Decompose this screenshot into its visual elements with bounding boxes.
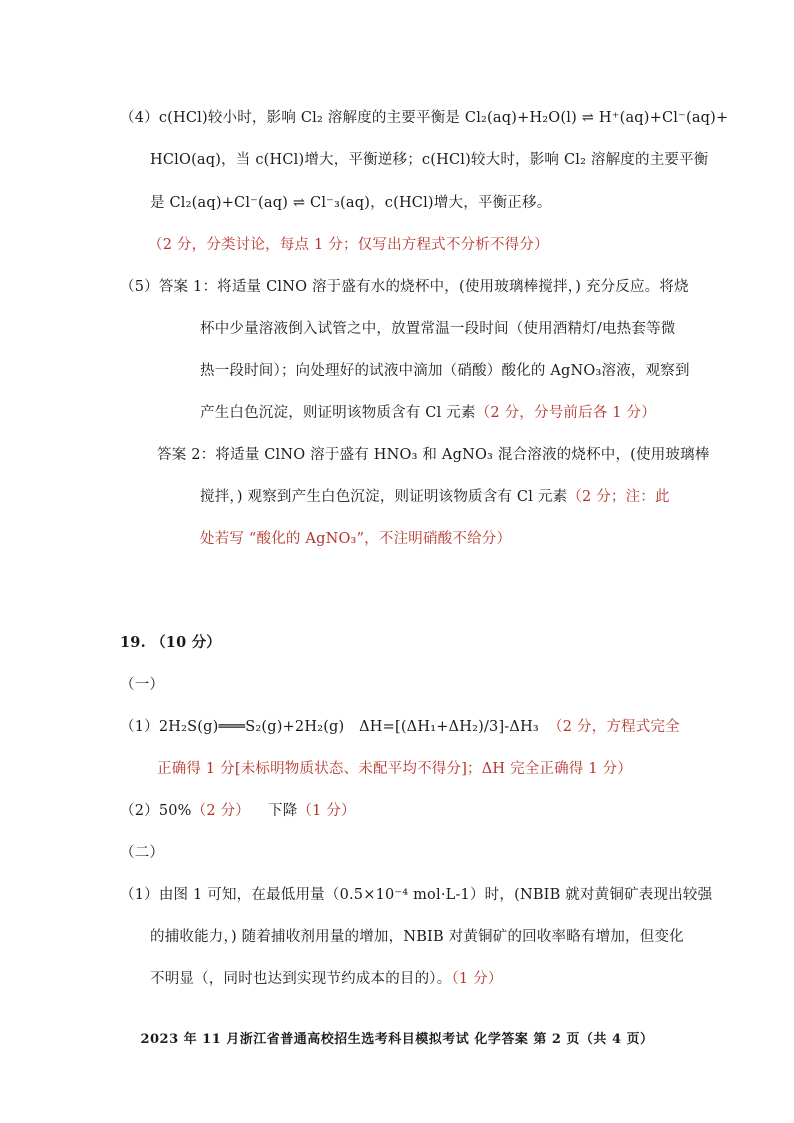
q18-5-line4-score: （2 分，分号前后各 1 分）	[475, 405, 656, 421]
q18-5-line4-text: 产生白色沉淀，则证明该物质含有 Cl 元素	[200, 405, 476, 421]
q19-part2-heading: （二）	[120, 845, 165, 861]
q18-5-line4	[200, 403, 656, 423]
q18-5-alt-line2-score: （2 分；注：此	[567, 489, 670, 505]
q18-5-alt-line3: 处若写 “酸化的 AgNO₃”，不注明硝酸不给分）	[200, 531, 512, 547]
q19-1-1-equation: （1）2H₂S(g)═══S₂(g)+2H₂(g) ΔH=[(ΔH₁+ΔH₂)/3]-ΔH₃	[120, 719, 539, 735]
q19-1-2-answer: （2）50%	[120, 803, 192, 819]
q18-5-alt-line2	[200, 487, 670, 507]
q19-1-1-score: （2 分，方程式完全	[548, 719, 680, 735]
q19-2-1-score: （1 分）	[451, 971, 503, 987]
q19-title: 19. （10 分）	[120, 634, 222, 651]
q18-5-alt-line2-text: 搅拌，) 观察到产生白色沉淀，则证明该物质含有 Cl 元素	[200, 489, 568, 505]
q19-1-1-score-cont: 正确得 1 分[未标明物质状态、未配平均不得分]；ΔH 完全正确得 1 分）	[157, 761, 633, 777]
q18-4-line3: 是 Cl₂(aq)+Cl⁻(aq) ⇌ Cl⁻₃(aq)，c(HCl)增大，平衡正移。	[150, 195, 552, 211]
q18-4-score: （2 分，分类讨论，每点 1 分；仅写出方程式不分析不得分）	[148, 237, 549, 253]
q18-5-alt-line1: 答案 2：将适量 ClNO 溶于盛有 HNO₃ 和 AgNO₃ 混合溶液的烧杯中，(使用玻璃棒	[157, 447, 710, 463]
q18-4-line1: （4）c(HCl)较小时，影响 Cl₂ 溶解度的主要平衡是 Cl₂(aq)+H₂O(l) ⇌ H⁺(aq)+Cl⁻(aq)+	[120, 110, 729, 126]
q19-2-1-line3	[150, 969, 503, 989]
q18-4-line2: HClO(aq)，当 c(HCl)增大，平衡逆移；c(HCl)较大时，影响 Cl₂ 溶解度的主要平衡	[150, 152, 709, 168]
q18-5-line3: 热一段时间）；向处理好的试液中滴加（硝酸）酸化的 AgNO₃溶液，观察到	[200, 363, 690, 379]
q19-1-2b-score: （1 分）	[297, 803, 356, 819]
q19-2-1-line1: （1）由图 1 可知，在最低用量（0.5×10⁻⁴ mol·L-1）时，(NBIB 就对黄铜矿表现出较强	[120, 887, 713, 903]
q19-part1-heading: （一）	[120, 677, 165, 693]
q19-1-2b-answer: 下降	[268, 803, 298, 819]
page-footer: 2023 年 11 月浙江省普通高校招生选考科目模拟考试 化学答案 第 2 页（共 4 页）	[140, 1032, 654, 1047]
q19-1-2b-line	[268, 801, 356, 821]
q19-2-1-line3-text: 不明显（，同时也达到实现节约成本的目的）。	[150, 971, 452, 987]
q19-1-1-line	[120, 717, 539, 737]
q18-5-line2: 杯中少量溶液倒入试管之中，放置常温一段时间（使用酒精灯/电热套等微	[200, 321, 676, 337]
q19-1-2-score: （2 分）	[191, 803, 250, 819]
q18-5-line1: （5）答案 1：将适量 ClNO 溶于盛有水的烧杯中，(使用玻璃棒搅拌，) 充分反应。将烧	[120, 279, 689, 295]
q19-2-1-line2: 的捕收能力，) 随着捕收剂用量的增加，NBIB 对黄铜矿的回收率略有增加，但变化	[150, 929, 684, 945]
q19-1-2-line	[120, 801, 250, 821]
